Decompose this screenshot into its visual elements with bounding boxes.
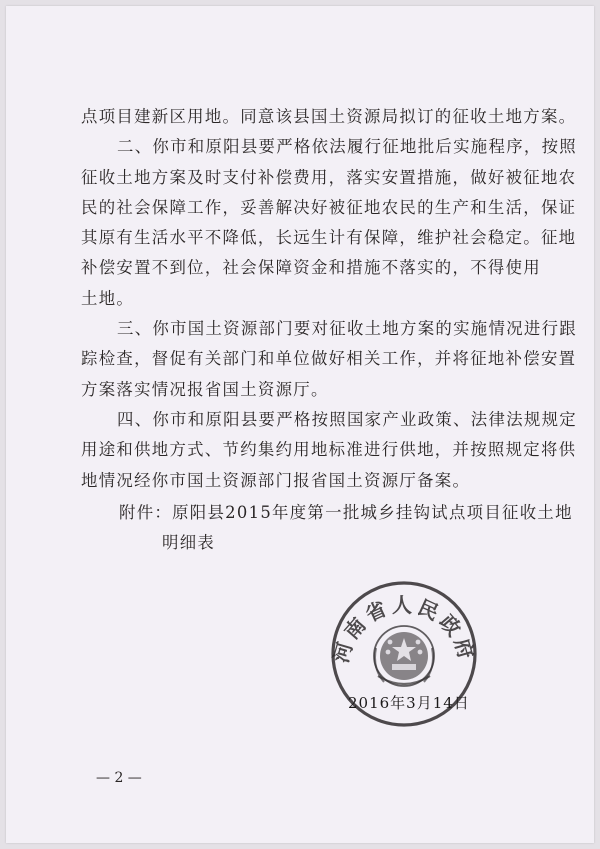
document-body <box>81 102 577 558</box>
paragraph-line: 其原有生活水平不降低，长远生计有保障，维护社会稳定。征地 <box>81 228 577 248</box>
paragraph-line: 补偿安置不到位，社会保障资金和措施不落实的，不得使用 <box>81 258 541 278</box>
svg-text:河南省人民政府: 河南省人民政府 <box>328 593 480 666</box>
attachment-line: 附件：原阳县2015年度第一批城乡挂钩试点项目征收土地 <box>119 502 573 522</box>
paragraph-line: 用途和供地方式、节约集约用地标准进行供地，并按照规定将供 <box>81 440 577 460</box>
paragraph-line: 三、你市国土资源部门要对征收土地方案的实施情况进行跟 <box>117 319 577 339</box>
paragraph-line: 点项目建新区用地。同意该县国土资源局拟订的征收土地方案。 <box>81 107 577 126</box>
paragraph-line: 四、你市和原阳县要严格按照国家产业政策、法律法规规定 <box>117 409 577 429</box>
paragraph-line: 地情况经你市国土资源部门报省国土资源厅备案。 <box>81 470 471 490</box>
document-date: 2016年3月14日 <box>348 694 470 712</box>
paragraph-line: 土地。 <box>81 288 135 308</box>
paragraph-line: 征收土地方案及时支付补偿费用，落实安置措施，做好被征地农 <box>81 167 577 187</box>
attachment-line-continued: 明细表 <box>162 533 216 553</box>
paragraph-line: 民的社会保障工作，妥善解决好被征地农民的生产和生活，保证 <box>81 197 577 217</box>
paragraph-line: 二、你市和原阳县要严格依法履行征地批后实施程序，按照 <box>117 137 577 157</box>
page-number: — 2 — <box>96 770 142 786</box>
paragraph-line: 踪检查，督促有关部门和单位做好相关工作，并将征地补偿安置 <box>81 349 577 369</box>
document-page <box>6 6 594 843</box>
paragraph-line: 方案落实情况报省国土资源厅。 <box>81 379 329 399</box>
